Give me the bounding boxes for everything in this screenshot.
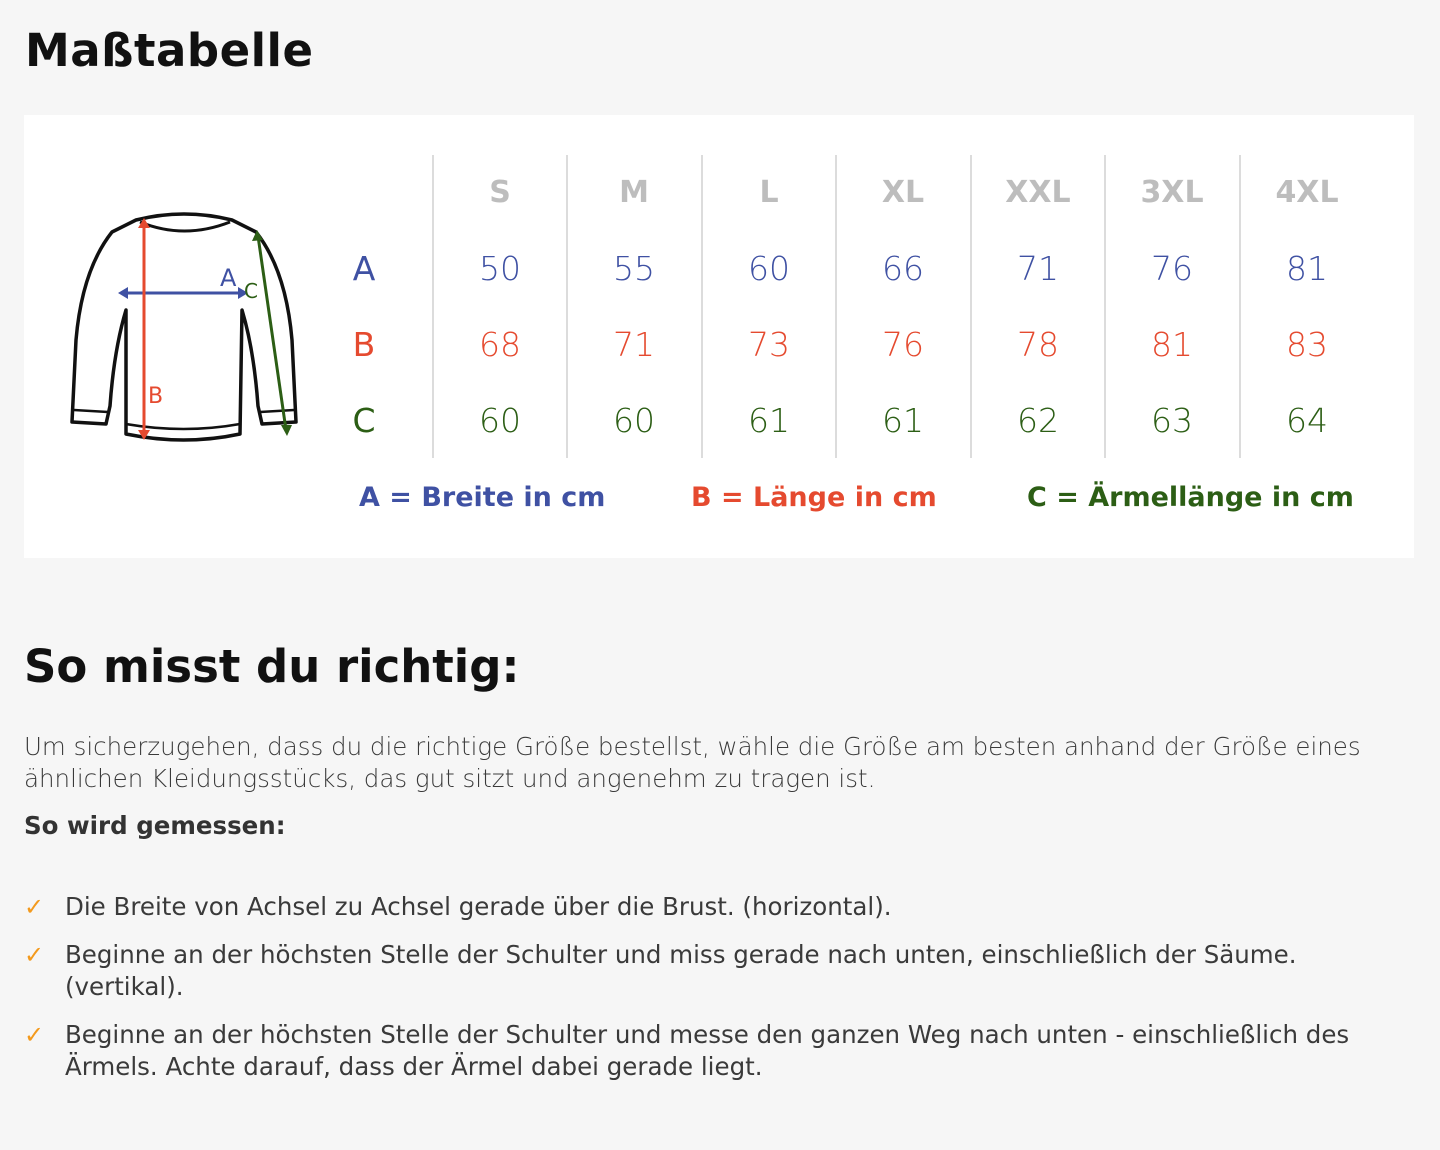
table-cell: 76 (1151, 249, 1193, 288)
size-header-4xl: 4XL (1275, 175, 1339, 210)
list-item (24, 1019, 1414, 1083)
sweatshirt-diagram-icon (64, 210, 304, 455)
cuff-left-line (74, 410, 108, 412)
table-cell: 81 (1286, 249, 1328, 288)
size-header-xxl: XXL (1005, 175, 1071, 210)
collar-line (140, 222, 230, 231)
size-header-m: M (619, 175, 649, 210)
table-cell: 60 (613, 401, 655, 440)
howto-subhead: So wird gemessen: (24, 811, 286, 840)
step-text: Beginne an der höchsten Stelle der Schulter und messe den ganzen Weg nach unten - einschließlich des Ärmels. Achte darauf, dass der Ärmel dabei gerade liegt. (65, 1020, 1350, 1081)
table-cell: 64 (1286, 401, 1328, 440)
page-title: Maßtabelle (25, 24, 314, 77)
size-header-l: L (759, 175, 779, 210)
table-cell: 60 (479, 401, 521, 440)
diagram-label-b: B (148, 384, 164, 409)
row-label-c: C (352, 401, 376, 440)
step-text: Beginne an der höchsten Stelle der Schulter und miss gerade nach unten, einschließlich der Säume. (vertikal). (65, 940, 1297, 1001)
step-text: Die Breite von Achsel zu Achsel gerade über die Brust. (horizontal). (65, 892, 892, 921)
size-header-3xl: 3XL (1140, 175, 1204, 210)
size-chart-card (24, 115, 1414, 558)
measure-steps-list (24, 891, 1414, 1099)
sweatshirt-outline (72, 214, 296, 440)
size-header-xl: XL (881, 175, 925, 210)
legend-width: A = Breite in cm (359, 482, 606, 513)
diagram-label-a: A (220, 264, 237, 292)
table-cell: 81 (1151, 325, 1193, 364)
check-icon: ✓ (24, 893, 45, 921)
list-item (24, 939, 1414, 1003)
list-item (24, 891, 1414, 923)
legend-sleeve-length: C = Ärmellänge in cm (1027, 482, 1354, 513)
table-cell: 61 (748, 401, 790, 440)
cuff-right-line (260, 410, 294, 412)
table-cell: 60 (748, 249, 790, 288)
table-cell: 78 (1017, 325, 1059, 364)
table-cell: 63 (1151, 401, 1193, 440)
size-header-s: S (489, 175, 511, 210)
howto-intro: Um sicherzugehen, dass du die richtige Größe bestellst, wähle die Größe am besten anhand der Größe eines ähnlichen Kleidungsstücks, das gut sitzt und angenehm zu tragen ist. (24, 732, 1361, 793)
table-cell: 76 (882, 325, 924, 364)
table-cell: 71 (613, 325, 655, 364)
diagram-label-c: C (244, 279, 258, 303)
table-cell: 66 (882, 249, 924, 288)
table-cell: 83 (1286, 325, 1328, 364)
table-cell: 73 (748, 325, 790, 364)
table-cell: 55 (613, 249, 655, 288)
row-label-b: B (352, 325, 376, 364)
check-icon: ✓ (24, 1021, 45, 1049)
legend-length: B = Länge in cm (691, 482, 937, 513)
table-cell: 50 (479, 249, 521, 288)
howto-title: So misst du richtig: (24, 640, 520, 693)
check-icon: ✓ (24, 941, 45, 969)
table-cell: 61 (882, 401, 924, 440)
table-cell: 71 (1017, 249, 1059, 288)
table-cell: 68 (479, 325, 521, 364)
table-cell: 62 (1017, 401, 1059, 440)
row-label-a: A (352, 249, 376, 288)
